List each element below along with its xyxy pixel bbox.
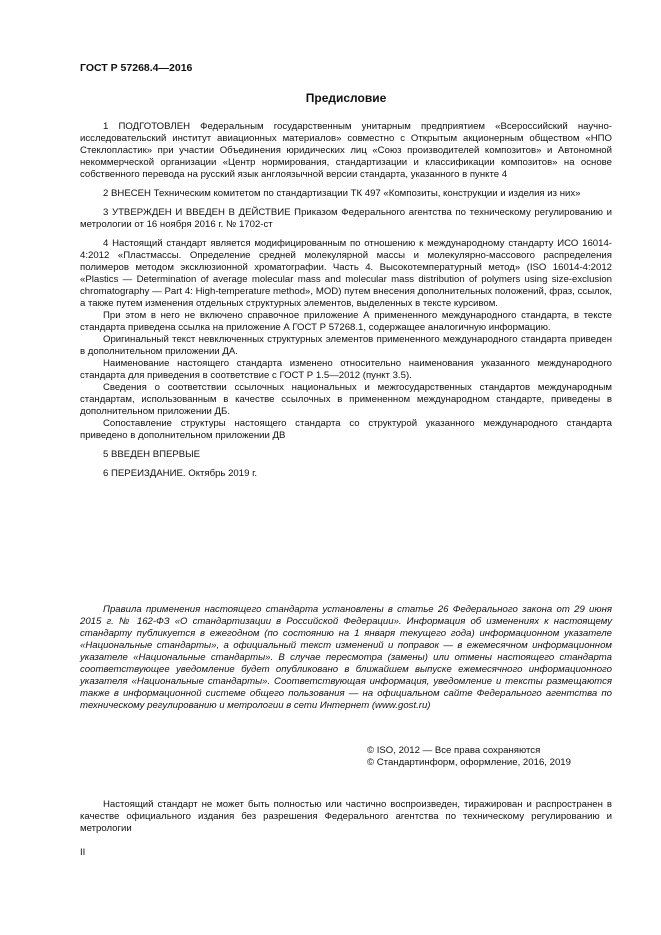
paragraph-prepared: 1 ПОДГОТОВЛЕН Федеральным государственным унитарным предприятием «Всероссийский научно-исследовательский институт авиационных материалов» совместно с Открытым акционерным обществом «НПО Стеклопластик» при участии Объединения юридических лиц «Союз производителей композитов» и Автономной некоммерческой организации «Центр нормирования, стандартизации и классификации композитов» на основе собственного перевода на русский язык англоязычной версии стандарта, указанного в пункте 4: [80, 121, 612, 180]
standard-number: ГОСТ Р 57268.4—2016: [80, 62, 193, 74]
document-page: [80, 0, 612, 935]
paragraph-title-change: Наименование настоящего стандарта изменено относительно наименования указанного международного стандарта для приведения в соответствие с ГОСТ Р 1.5—2012 (пункт 3.5).: [80, 358, 612, 381]
page-title: Предисловие: [305, 91, 387, 105]
application-rules: [80, 604, 612, 712]
paragraph-approved: 3 УТВЕРЖДЕН И ВВЕДЕН В ДЕЙСТВИЕ Приказом Федерального агентства по техническому регулированию и метрологии от 16 ноября 2016 г. № 1702-ст: [80, 207, 612, 230]
reproduction-notice: [80, 799, 612, 835]
copyright-standartinform: © Стандартинформ, оформление, 2016, 2019: [367, 757, 571, 768]
paragraph-modified: 4 Настоящий стандарт является модифицированным по отношению к международному стандарту ИСО 16014-4:2012 «Пластмассы. Определение средней молекулярной массы и молекулярно-массового распределения полимеров методом эксклюзионной хроматографии. Часть 4. Высокотемпературный метод» (ISO 16014-4:2012 «Plastics — Determination of average molecular mass and molecular mass distribution of polymers using size-exclusion chromatography — Part 4: High-temperature method», MOD) путем внесения дополнительных положений, фраз, ссылок, а также путем изменения отдельных структурных элементов, выделенных в тексте курсивом.: [80, 238, 612, 309]
copyright-block: [367, 745, 612, 769]
copyright-iso: © ISO, 2012 — Все права сохраняются: [367, 745, 541, 756]
paragraph-annex-dv: Сопоставление структуры настоящего стандарта со структурой указанного международного стандарта приведено в дополнительном приложении ДВ: [80, 418, 612, 441]
paragraph-annex-db: Сведения о соответствии ссылочных национальных и межгосударственных стандартов международным стандартам, использованным в качестве ссылочных в примененном международном стандарте, приведены в дополнительном приложении ДБ.: [80, 382, 612, 417]
foreword-body: [80, 121, 612, 480]
page-number: II: [80, 847, 86, 858]
notice-text: Настоящий стандарт не может быть полностью или частично воспроизведен, тиражирован и распространен в качестве официального издания без разрешения Федерального агентства по техническому регулированию и метрологии: [80, 799, 612, 834]
paragraph-first-time: 5 ВВЕДЕН ВПЕРВЫЕ: [103, 449, 201, 460]
paragraph-annex-a: При этом в него не включено справочное приложение А примененного международного стандарта, в тексте стандарта приведена ссылка на приложение А ГОСТ Р 57268.1, содержащее аналогичную информацию.: [80, 310, 612, 333]
paragraph-reissue: 6 ПЕРЕИЗДАНИЕ. Октябрь 2019 г.: [103, 468, 258, 479]
paragraph-introduced: 2 ВНЕСЕН Техническим комитетом по стандартизации ТК 497 «Композиты, конструкции и изделия из них»: [103, 188, 581, 199]
paragraph-annex-da: Оригинальный текст невключенных структурных элементов примененного международного стандарта приведен в дополнительном приложении ДА.: [80, 334, 612, 357]
rules-text: Правила применения настоящего стандарта установлены в статье 26 Федерального закона от 29 июня 2015 г. № 162-ФЗ «О стандартизации в Российской Федерации». Информация об изменениях к настоящему стандарту публикуется в ежегодном (по состоянию на 1 января текущего года) информационном указателе «Национальные стандарты», а официальный текст изменений и поправок — в ежемесячном информационном указателе «Национальные стандарты». В случае пересмотра (замены) или отмены настоящего стандарта соответствующее уведомление будет опубликовано в ближайшем выпуске ежемесячного информационного указателя «Национальные стандарты». Соответствующая информация, уведомление и тексты размещаются также в информационной системе общего пользования — на официальном сайте Федерального агентства по техническому регулированию и метрологии в сети Интернет (www.gost.ru): [80, 604, 612, 711]
